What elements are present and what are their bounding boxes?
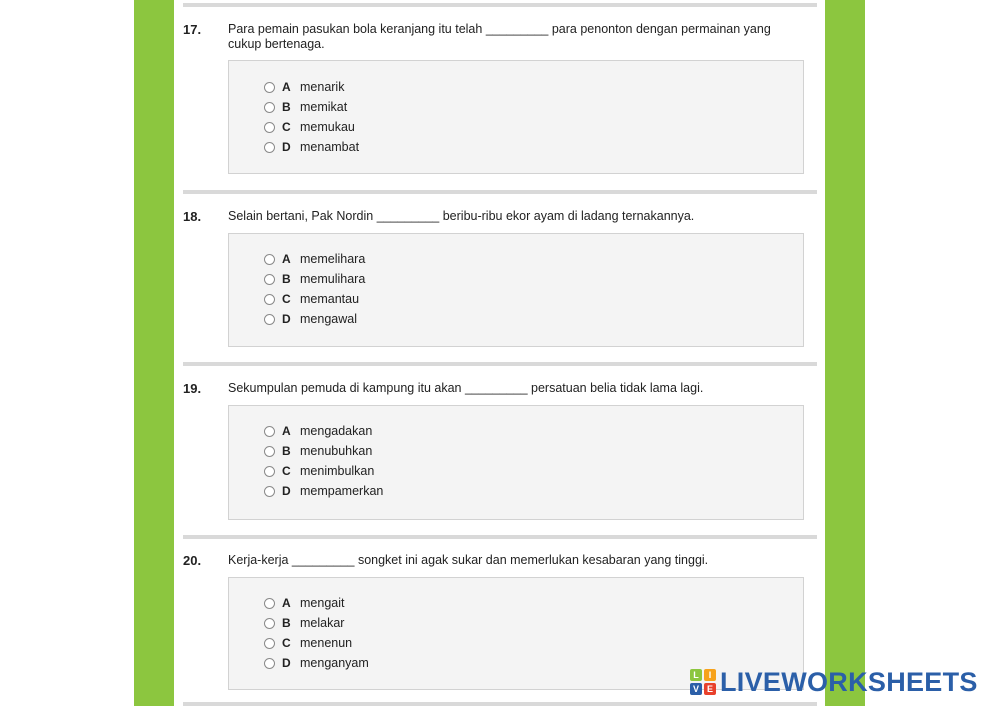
- option-letter: D: [282, 312, 291, 326]
- option-letter: D: [282, 484, 291, 498]
- options-box: [228, 233, 804, 347]
- option-text: menambat: [300, 140, 360, 154]
- option-letter: A: [282, 596, 291, 610]
- radio-button[interactable]: [264, 446, 275, 457]
- option-a[interactable]: [264, 594, 344, 612]
- question-number: 17.: [183, 22, 202, 37]
- option-text: menimbulkan: [300, 464, 375, 478]
- logo-tile: L: [690, 669, 702, 681]
- question-number: 19.: [183, 381, 202, 396]
- radio-button[interactable]: [264, 122, 275, 133]
- left-frame-bar: [134, 0, 174, 706]
- right-frame-bar: [825, 0, 865, 706]
- option-text: mengait: [300, 596, 345, 610]
- options-box: [228, 405, 804, 520]
- option-c[interactable]: [264, 462, 374, 480]
- logo-tiles-icon: [690, 669, 716, 695]
- option-c[interactable]: [264, 118, 355, 136]
- radio-button[interactable]: [264, 254, 275, 265]
- radio-button[interactable]: [264, 486, 275, 497]
- radio-button[interactable]: [264, 658, 275, 669]
- option-b[interactable]: [264, 614, 344, 632]
- option-letter: A: [282, 424, 291, 438]
- option-c[interactable]: [264, 290, 359, 308]
- radio-button[interactable]: [264, 426, 275, 437]
- question-number: 20.: [183, 553, 202, 568]
- option-d[interactable]: [264, 310, 357, 328]
- radio-button[interactable]: [264, 598, 275, 609]
- option-letter: B: [282, 100, 291, 114]
- option-d[interactable]: [264, 138, 359, 156]
- option-text: memelihara: [300, 252, 366, 266]
- option-letter: C: [282, 464, 291, 478]
- liveworksheets-logo[interactable]: [690, 666, 978, 698]
- option-b[interactable]: [264, 98, 347, 116]
- option-text: mengadakan: [300, 424, 373, 438]
- options-box: [228, 60, 804, 174]
- option-a[interactable]: [264, 422, 372, 440]
- radio-button[interactable]: [264, 466, 275, 477]
- question-divider: [183, 362, 817, 366]
- logo-text: LIVEWORKSHEETS: [720, 666, 978, 697]
- question-text: Sekumpulan pemuda di kampung itu akan _________ persatuan belia tidak lama lagi.: [228, 381, 704, 395]
- radio-button[interactable]: [264, 274, 275, 285]
- option-letter: D: [282, 140, 291, 154]
- option-text: memukau: [300, 120, 355, 134]
- option-letter: C: [282, 292, 291, 306]
- option-text: mempamerkan: [300, 484, 384, 498]
- option-letter: B: [282, 272, 291, 286]
- radio-button[interactable]: [264, 102, 275, 113]
- logo-tile: E: [704, 683, 716, 695]
- option-text: melakar: [300, 616, 345, 630]
- option-b[interactable]: [264, 270, 365, 288]
- radio-button[interactable]: [264, 142, 275, 153]
- logo-tile: V: [690, 683, 702, 695]
- option-letter: B: [282, 616, 291, 630]
- option-a[interactable]: [264, 250, 365, 268]
- radio-button[interactable]: [264, 82, 275, 93]
- question-text: Selain bertani, Pak Nordin _________ beribu-ribu ekor ayam di ladang ternakannya.: [228, 209, 695, 223]
- question-divider: [183, 702, 817, 706]
- question-text: Para pemain pasukan bola keranjang itu telah _________ para penonton dengan permainan yang cukup bertenaga.: [228, 22, 771, 51]
- option-letter: A: [282, 80, 291, 94]
- option-letter: D: [282, 656, 291, 670]
- option-text: menubuhkan: [300, 444, 373, 458]
- radio-button[interactable]: [264, 294, 275, 305]
- option-a[interactable]: [264, 78, 344, 96]
- question-number: 18.: [183, 209, 202, 224]
- option-letter: C: [282, 636, 291, 650]
- option-d[interactable]: [264, 654, 369, 672]
- option-letter: C: [282, 120, 291, 134]
- option-letter: B: [282, 444, 291, 458]
- question-divider: [183, 3, 817, 7]
- option-letter: A: [282, 252, 291, 266]
- option-text: memulihara: [300, 272, 366, 286]
- option-text: memantau: [300, 292, 360, 306]
- logo-tile: I: [704, 669, 716, 681]
- radio-button[interactable]: [264, 618, 275, 629]
- question-divider: [183, 535, 817, 539]
- radio-button[interactable]: [264, 314, 275, 325]
- worksheet-page: [174, 0, 825, 706]
- option-c[interactable]: [264, 634, 352, 652]
- option-text: menenun: [300, 636, 353, 650]
- option-text: memikat: [300, 100, 348, 114]
- option-text: mengawal: [300, 312, 357, 326]
- option-text: menarik: [300, 80, 345, 94]
- option-d[interactable]: [264, 482, 383, 500]
- radio-button[interactable]: [264, 638, 275, 649]
- option-text: menganyam: [300, 656, 369, 670]
- question-divider: [183, 190, 817, 194]
- option-b[interactable]: [264, 442, 372, 460]
- question-text: Kerja-kerja _________ songket ini agak sukar dan memerlukan kesabaran yang tinggi.: [228, 553, 709, 567]
